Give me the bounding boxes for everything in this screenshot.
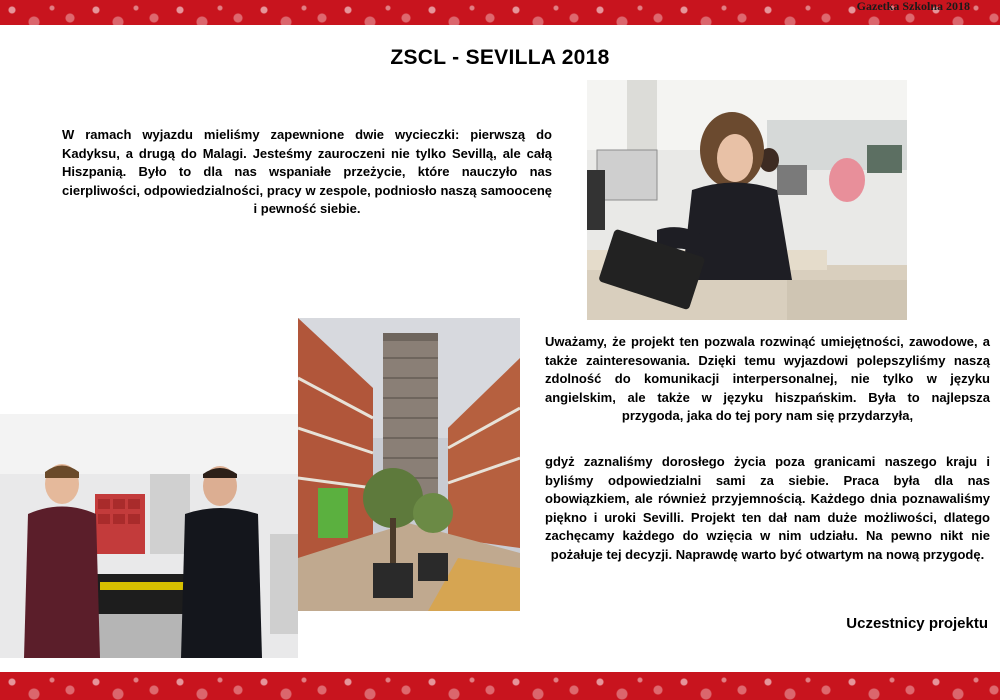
skills-paragraph: Uważamy, że projekt ten pozwala rozwinąć umiejętności, zawodowe, a także zainteresowania. Dzięki temu wyjazdowi polepszyliśmy naszą zdolność do komunikacji interpersonalnej, nie tylko w języku angielskim, ale także w języku hiszpańskim. Była to najlepsza przygoda, jaka do tej pory nam się przydarzyła,	[545, 334, 990, 423]
intro-paragraph: W ramach wyjazdu mieliśmy zapewnione dwie wycieczki: pierwszą do Kadyksu, a drugą do Malagi. Jesteśmy zauroczeni nie tylko Sevillą, ale całą Hiszpanią. Było to dla nas wspaniałe przeżycie, które nauczyło nas cierpliwości, odpowiedzialności, pracy w zespole, podniosło naszą samoocenę i pewność siebie.	[62, 127, 552, 216]
page-title: ZSCL - SEVILLA 2018	[390, 46, 610, 69]
office-photo	[587, 80, 907, 320]
signature: Uczestnicy projektu	[846, 615, 988, 632]
publication-name: Gazetka Szkolna 2018	[856, 0, 970, 13]
lab-photo	[0, 414, 298, 658]
tower-photo	[298, 318, 520, 611]
decorative-top-band	[0, 0, 1000, 25]
experience-paragraph: gdyż zaznaliśmy dorosłego życia poza granicami naszego kraju i byliśmy odpowiedzialni sami za siebie. Praca była dla nas obowiązkiem, ale również przyjemnością. Każdego dnia poznawaliśmy piękno i uroki Sevilli. Projekt ten dał nam duże możliwości, dlatego zachęcamy każdego do wzięcia w nim udziału. Na pewno nikt nie pożałuje tej decyzji. Naprawdę warto być otwartym na nową przygodę.	[545, 454, 990, 562]
decorative-bottom-band	[0, 672, 1000, 700]
